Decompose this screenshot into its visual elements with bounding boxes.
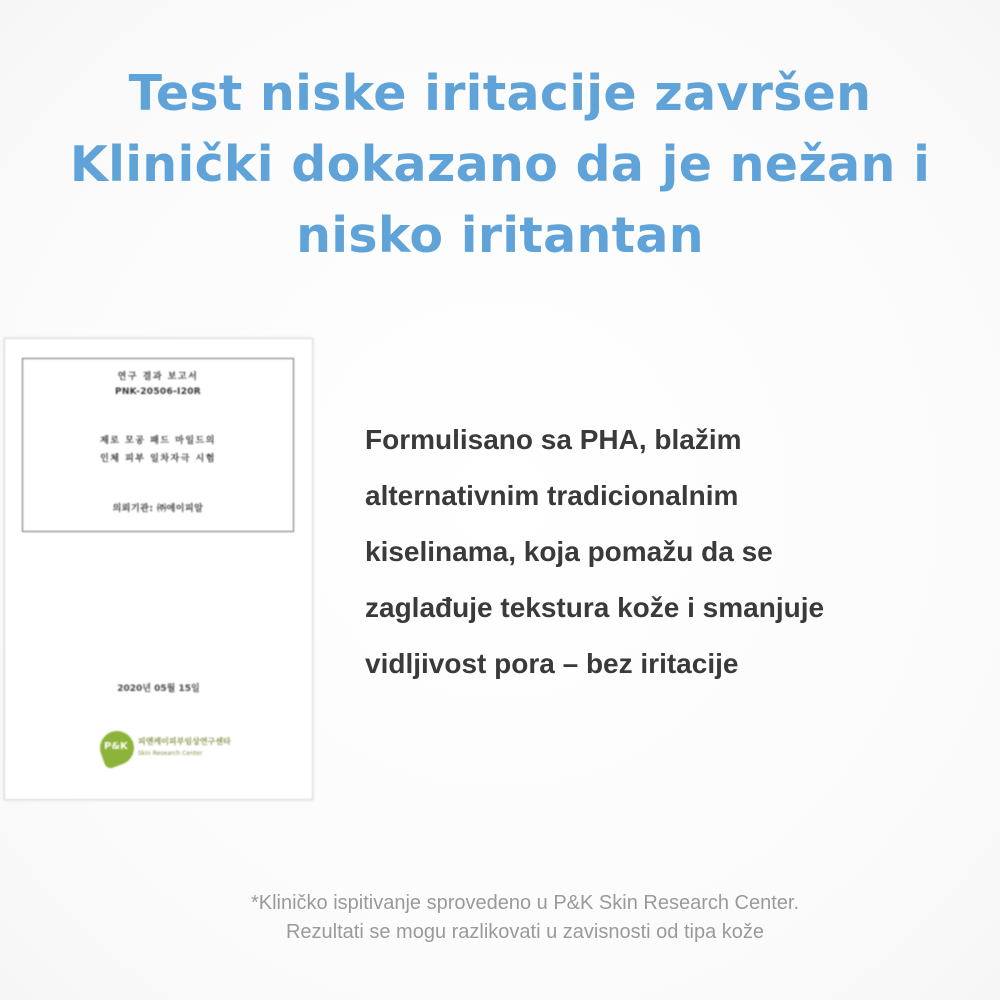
logo-subtitle: Skin Research Center — [138, 750, 203, 757]
research-center-logo — [100, 731, 230, 771]
report-client: 의뢰기관: ㈜에이피알 — [112, 504, 204, 514]
report-code: PNK-20506-I20R — [114, 387, 202, 397]
description-line-4: zaglađuje tekstura kože i smanjuje — [365, 592, 825, 623]
report-date: 2020년 05월 15일 — [117, 684, 200, 694]
report-subject-line-2: 인체 피부 일차자극 시험 — [100, 454, 216, 464]
report-title-box — [22, 358, 294, 532]
research-report-image — [4, 338, 313, 800]
footnote — [100, 889, 950, 947]
logo-mark-text: P&K — [104, 741, 128, 752]
headline-line-3: nisko iritantan — [296, 207, 704, 265]
description-line-3: kiselinama, koja pomažu da se — [365, 536, 773, 567]
headline-line-2: Klinički dokazano da je nežan i — [69, 136, 931, 194]
footnote-line-1: *Kliničko ispitivanje sprovedeno u P&K Skin Research Center. — [250, 892, 800, 914]
report-title: 연구 결과 보고서 — [117, 372, 199, 382]
headline-line-1: Test niske iritacije završen — [128, 65, 872, 122]
headline — [40, 58, 960, 271]
report-subject-line-1: 제로 모공 패드 마일드의 — [100, 436, 216, 446]
description-line-5: vidljivost pora – bez iritacije — [365, 648, 739, 679]
logo-name: 피앤케이피부임상연구센타 — [138, 737, 231, 746]
description-line-2: alternativnim tradicionalnim — [365, 480, 739, 511]
description-line-1: Formulisano sa PHA, blažim — [365, 424, 742, 455]
description-text — [365, 412, 965, 692]
footnote-line-2: Rezultati se mogu razlikovati u zavisnosti od tipa kože — [285, 921, 764, 943]
